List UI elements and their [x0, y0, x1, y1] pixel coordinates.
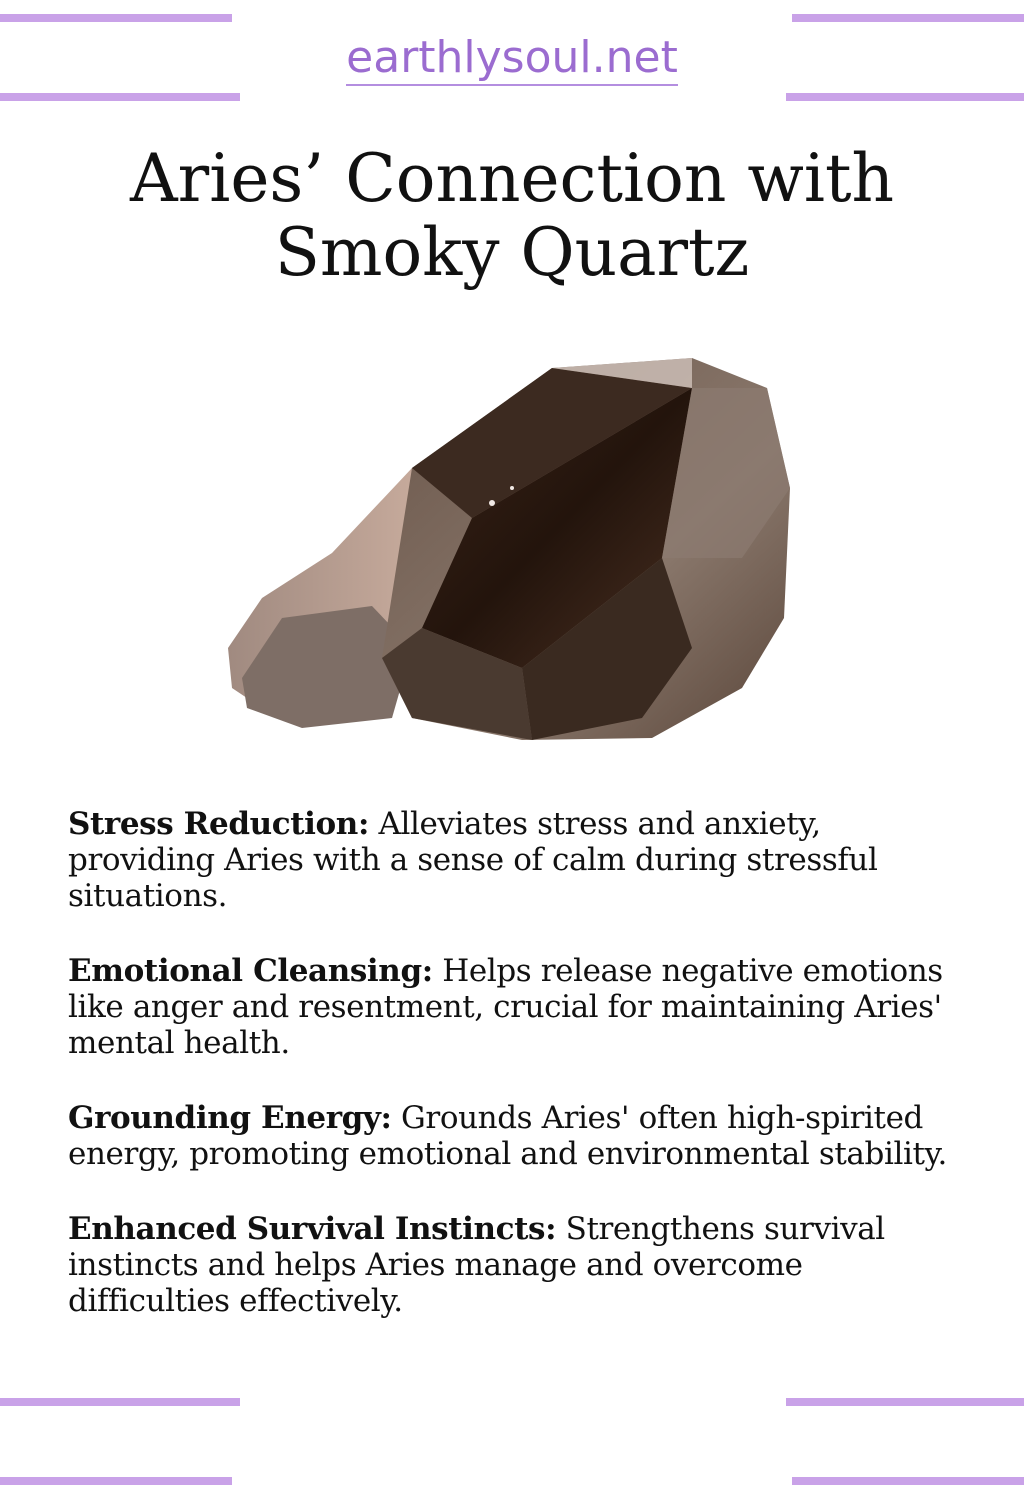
benefit-heading: Enhanced Survival Instincts:	[68, 1211, 557, 1247]
benefit-text: Alleviates stress and anxiety, providing Aries with a sense of calm during stressful situations.	[68, 806, 878, 914]
bottom-left-bar-upper	[0, 1398, 240, 1406]
logo-text: earthlysoul.net	[346, 33, 678, 86]
benefit-heading: Emotional Cleansing:	[68, 953, 433, 989]
top-left-bar-lower	[0, 93, 240, 101]
bottom-right-bar-upper	[786, 1398, 1024, 1406]
benefit-text: Strengthens survival instincts and helps Aries manage and overcome difficulties effectively.	[68, 1211, 885, 1319]
smoky-quartz-image	[222, 348, 798, 744]
benefit-grounding-energy	[68, 1100, 968, 1172]
top-right-bar-upper	[792, 14, 1024, 22]
bottom-left-bar-lower	[0, 1477, 232, 1485]
benefit-text: Helps release negative emotions like anger and resentment, crucial for maintaining Aries' mental health.	[68, 953, 943, 1061]
benefit-emotional-cleansing	[68, 953, 968, 1061]
page-title: Aries’ Connection with Smoky Quartz	[130, 140, 894, 291]
top-left-bar-upper	[0, 14, 232, 22]
benefit-text: Grounds Aries' often high-spirited energy, promoting emotional and environmental stability.	[68, 1100, 947, 1172]
benefits-list	[68, 806, 968, 1358]
benefit-survival-instincts	[68, 1211, 968, 1319]
top-right-bar-lower	[786, 93, 1024, 101]
benefit-stress-reduction	[68, 806, 968, 914]
benefit-heading: Grounding Energy:	[68, 1100, 392, 1136]
bottom-right-bar-lower	[792, 1477, 1024, 1485]
site-logo[interactable]	[0, 32, 1024, 86]
benefit-heading: Stress Reduction:	[68, 806, 369, 842]
